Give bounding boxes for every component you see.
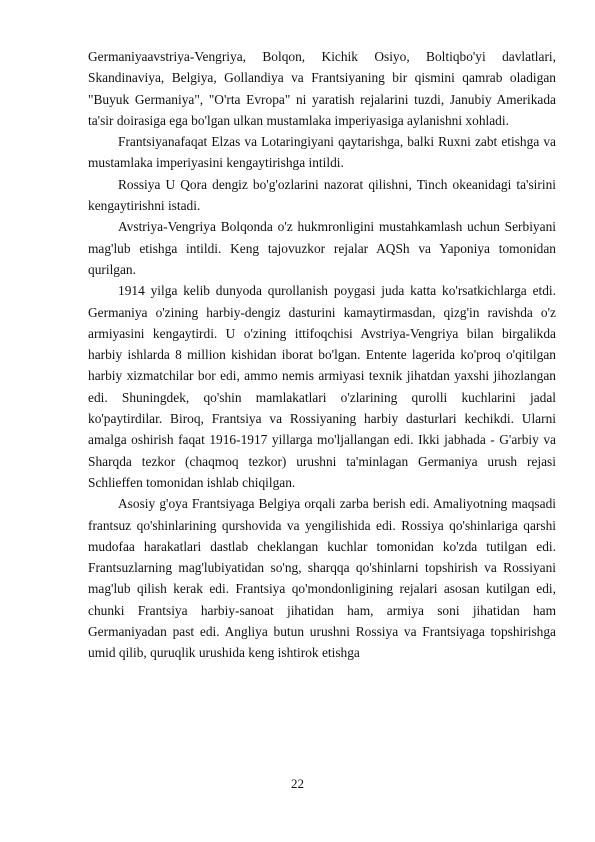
- body-text: [88, 46, 556, 664]
- paragraph-1: Germaniyaavstriya-Vengriya, Bolqon, Kichik Osiyo, Boltiqbo'yi davlatlari, Skandinaviya, Belgiya, Gollandiya va Frantsiyaning bir qismini qamrab oladigan "Buyuk Germaniya", "O'rta Evropa" ni yaratish rejalarini tuzdi, Janubiy Amerikada ta'sir doirasiga ega bo'lgan ulkan mustamlaka imperiyasiga aylanishni xohladi.: [88, 49, 556, 128]
- paragraph-5: 1914 yilga kelib dunyoda qurollanish poygasi juda katta ko'rsatkichlarga etdi. Germaniya o'zining harbiy-dengiz dasturini kamaytirmasdan, qizg'in ravishda o'z armiyasini kengaytirdi. U o'zining ittifoqchisi Avstriya-Vengriya bilan birgalikda harbiy ishlarda 8 million kishidan iborat bo'lgan. Entente lagerida ko'proq o'qitilgan harbiy xizmatchilar bor edi, ammo nemis armiyasi texnik jihatdan yaxshi jihozlangan edi. Shuningdek, qo'shin mamlakatlari o'zlarining qurolli kuchlarini jadal ko'paytirdilar. Biroq, Frantsiya va Rossiyaning harbiy dasturlari kechikdi. Ularni amalga oshirish faqat 1916-1917 yillarga mo'ljallangan edi. Ikki jabhada - G'arbiy va Sharqda tezkor (chaqmoq tezkor) urushni ta'minlagan Germaniya urush rejasi Schlieffen tomonidan ishlab chiqilgan.: [88, 283, 556, 490]
- page-number: 22: [291, 776, 304, 791]
- paragraph-4: Avstriya-Vengriya Bolqonda o'z hukmronligini mustahkamlash uchun Serbiyani mag'lub etishga intildi. Keng tajovuzkor rejalar AQSh va Yaponiya tomonidan qurilgan.: [88, 219, 556, 277]
- paragraph-2: Frantsiyanafaqat Elzas va Lotaringiyani qaytarishga, balki Ruxni zabt etishga va mustamlaka imperiyasini kengaytirishga intildi.: [88, 134, 556, 171]
- paragraph-6: Asosiy g'oya Frantsiyaga Belgiya orqali zarba berish edi. Amaliyotning maqsadi frantsuz qo'shinlarining qurshovida va yengilishida edi. Rossiya qo'shinlariga qarshi mudofaa harakatlari dastlab cheklangan kuchlar tomonidan ko'zda tutilgan edi. Frantsuzlarning mag'lubiyatidan so'ng, sharqqa qo'shinlarni topshirish va Rossiyani mag'lub qilish kerak edi. Frantsiya qo'mondonligining rejalari asosan kutilgan edi, chunki Frantsiya harbiy-sanoat jihatidan ham, armiya soni jihatidan ham Germaniyadan past edi. Angliya butun urushni Rossiya va Frantsiyaga topshirishga umid qilib, quruqlik urushida keng ishtirok etishga: [88, 496, 556, 661]
- paragraph-3: Rossiya U Qora dengiz bo'g'ozlarini nazorat qilishni, Tinch okeanidagi ta'sirini kengaytirishni istadi.: [88, 176, 556, 214]
